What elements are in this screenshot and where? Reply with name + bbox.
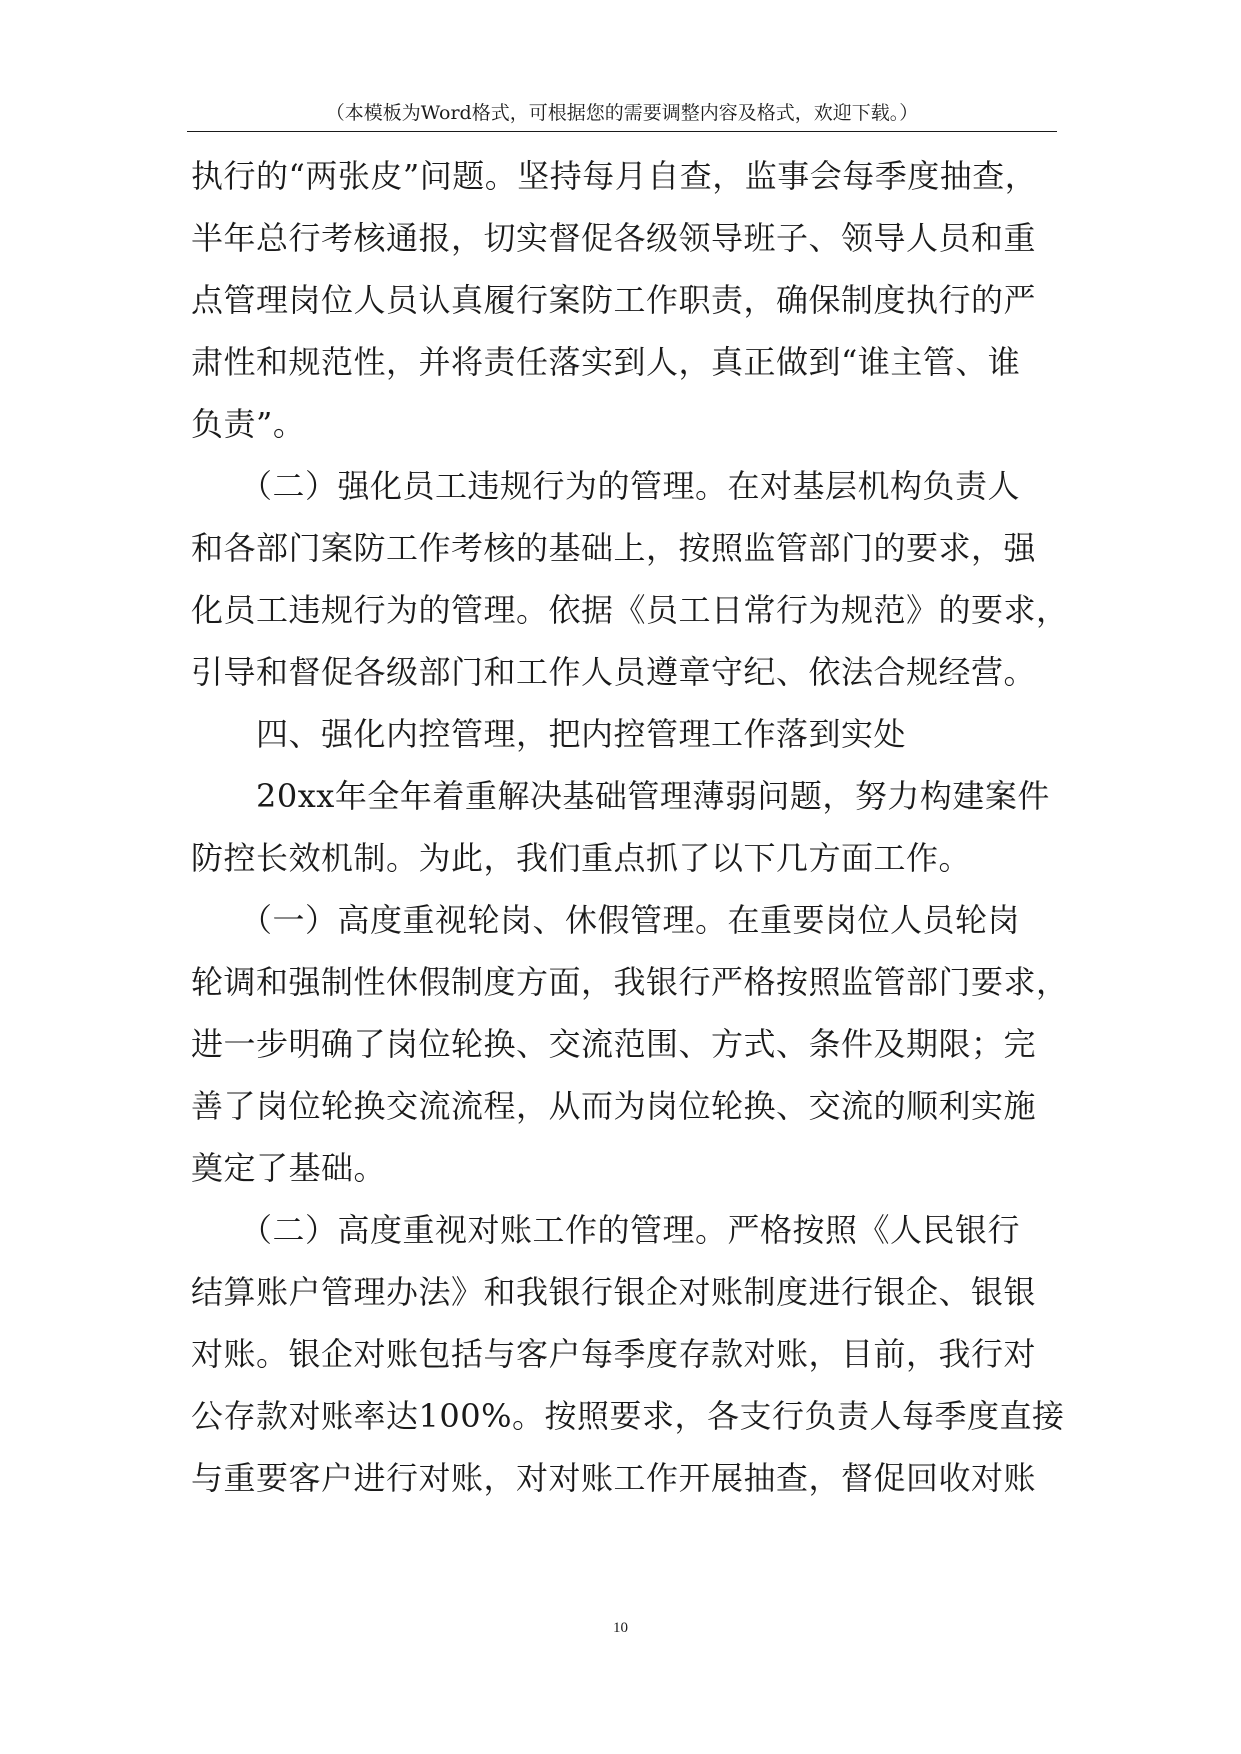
- text-line: 负责”。: [191, 405, 306, 443]
- text-line: 与重要客户进行对账，对对账工作开展抽查，督促回收对账: [191, 1459, 1037, 1497]
- text-line: （二）强化员工违规行为的管理。在对基层机构负责人: [191, 467, 1021, 505]
- text-line: 和各部门案防工作考核的基础上，按照监管部门的要求，强: [191, 529, 1037, 567]
- text-line: 点管理岗位人员认真履行案防工作职责，确保制度执行的严: [191, 281, 1037, 319]
- section-heading: 四、强化内控管理，把内控管理工作落到实处: [191, 715, 907, 753]
- text-line: 化员工违规行为的管理。依据《员工日常行为规范》的要求，: [191, 591, 1069, 629]
- text-line: 对账。银企对账包括与客户每季度存款对账，目前，我行对: [191, 1335, 1037, 1373]
- text-line: 公存款对账率达100%。按照要求，各支行负责人每季度直接: [191, 1397, 1065, 1435]
- page-number: 10: [613, 1620, 628, 1636]
- document-body: [191, 145, 1069, 1509]
- text-line: （二）高度重视对账工作的管理。严格按照《人民银行: [191, 1211, 1021, 1249]
- template-note-header: （本模板为Word格式，可根据您的需要调整内容及格式，欢迎下载。）: [325, 102, 919, 124]
- text-line: 轮调和强制性休假制度方面，我银行严格按照监管部门要求，: [191, 963, 1069, 1001]
- text-line: 结算账户管理办法》和我银行银企对账制度进行银企、银银: [191, 1273, 1037, 1311]
- text-line: 奠定了基础。: [191, 1149, 387, 1187]
- text-line: 执行的“两张皮”问题。坚持每月自查，监事会每季度抽查，: [191, 157, 1038, 195]
- header-divider: [187, 131, 1057, 132]
- text-line: 防控长效机制。为此，我们重点抓了以下几方面工作。: [191, 839, 972, 877]
- text-line: 20xx年全年着重解决基础管理薄弱问题，努力构建案件: [191, 777, 1050, 815]
- text-line: 引导和督促各级部门和工作人员遵章守纪、依法合规经营。: [191, 653, 1037, 691]
- text-line: 善了岗位轮换交流流程，从而为岗位轮换、交流的顺利实施: [191, 1087, 1037, 1125]
- text-line: （一）高度重视轮岗、休假管理。在重要岗位人员轮岗: [191, 901, 1021, 939]
- text-line: 肃性和规范性，并将责任落实到人，真正做到“谁主管、谁: [191, 343, 1021, 381]
- text-line: 进一步明确了岗位轮换、交流范围、方式、条件及期限；完: [191, 1025, 1037, 1063]
- text-line: 半年总行考核通报，切实督促各级领导班子、领导人员和重: [191, 219, 1037, 257]
